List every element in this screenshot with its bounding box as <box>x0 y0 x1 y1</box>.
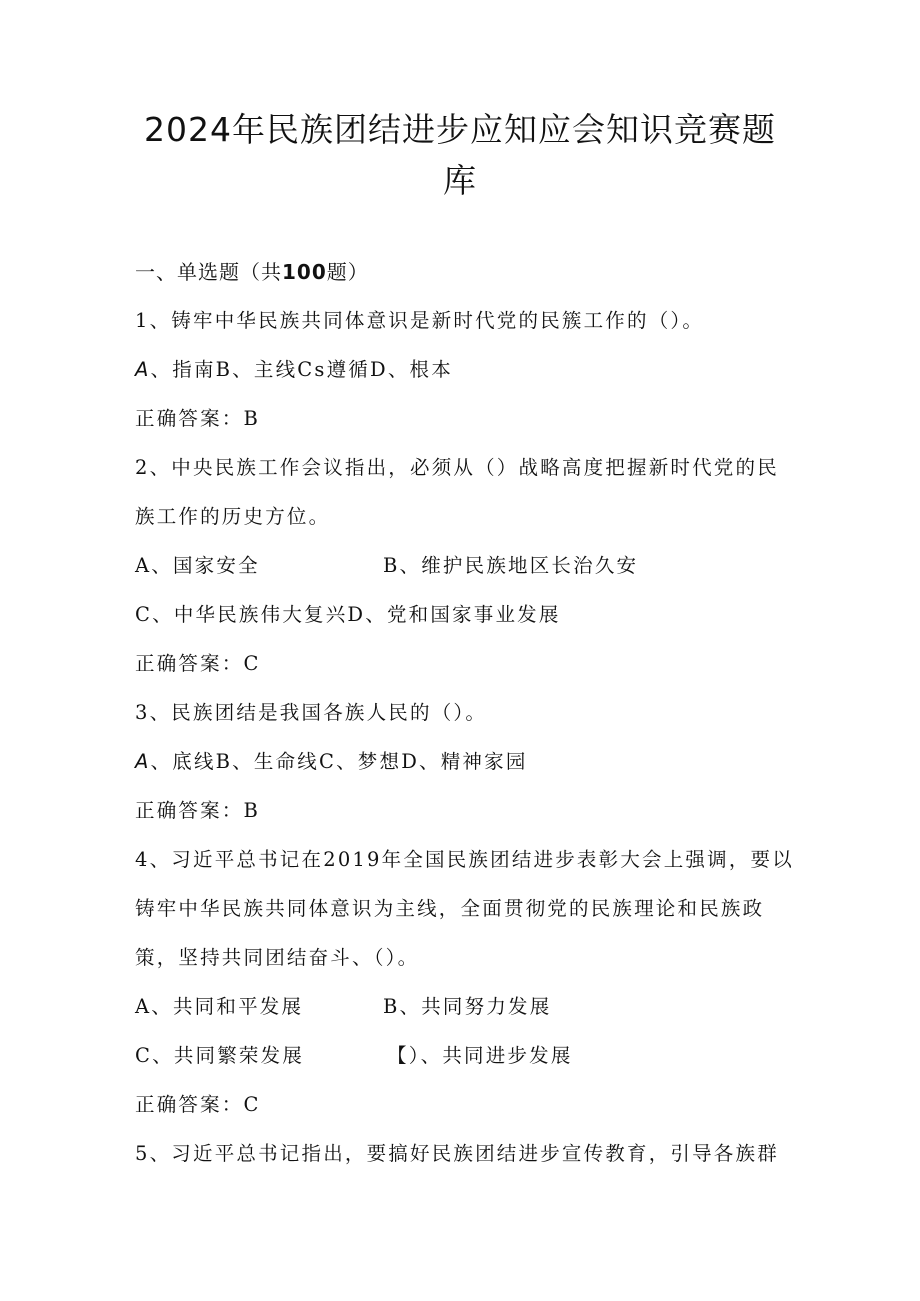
document-title: 2024年民族团结进步应知应会知识竞赛题 <box>144 110 776 149</box>
question-2-options-row2: C、中华民族伟大复兴D、党和国家事业发展 <box>135 603 561 626</box>
question-3-text: 3、民族团结是我国各族人民的（）。 <box>135 701 488 724</box>
question-2-option-a: A、国家安全 <box>135 554 260 577</box>
question-1-text: 1、铸牢中华民族共同体意识是新时代党的民簇工作的（）。 <box>135 309 705 332</box>
question-5-text-line1: 5、习近平总书记指出，要搞好民族团结进步宣传教育，引导各族群 <box>135 1142 779 1165</box>
question-4-option-a: A、共同和平发展 <box>135 995 304 1018</box>
section-heading-suffix: 题） <box>326 260 369 284</box>
question-4-text-line3: 策，坚持共同团结奋斗、（）。 <box>135 946 420 969</box>
question-2-text-line1: 2、中央民族工作会议指出，必须从（）战略高度把握新时代党的民 <box>135 456 779 479</box>
question-4-options-row1 <box>135 997 735 1021</box>
question-2-option-b: B、维护民族地区长治久安 <box>383 554 639 577</box>
question-2-answer: 正确答案：C <box>135 652 261 675</box>
question-1-options <box>135 360 453 380</box>
question-4-options-row2 <box>135 1046 735 1070</box>
question-4-text-line1: 4、习近平总书记在2019年全国民族团结进步表彰大会上强调，要以 <box>135 848 794 871</box>
option-a-letter: A <box>135 750 151 773</box>
question-4-answer: 正确答案：C <box>135 1093 261 1116</box>
question-3-options-text: 、底线B、生命线C、梦想D、精神家园 <box>150 750 528 773</box>
question-1-options-text: 、指南B、主线Cs遵循D、根本 <box>150 358 453 381</box>
question-4-option-c: C、共同繁荣发展 <box>135 1044 305 1067</box>
question-2-options-row1 <box>135 556 735 580</box>
question-3-options <box>135 752 528 772</box>
question-4-option-d: 【）、共同进步发展 <box>387 1044 573 1067</box>
question-2-text-line2: 族工作的历史方位。 <box>135 505 331 528</box>
question-3-answer: 正确答案：B <box>135 799 261 822</box>
document-title-continued: 库 <box>443 161 477 200</box>
section-heading-prefix: 一、单选题（共 <box>135 260 282 284</box>
section-question-count: 100 <box>282 260 327 284</box>
section-heading <box>135 262 369 282</box>
question-4-text-line2: 铸牢中华民族共同体意识为主线，全面贯彻党的民族理论和民族政 <box>135 897 765 920</box>
question-1-answer: 正确答案：B <box>135 407 261 430</box>
option-a-letter: A <box>135 358 151 381</box>
question-4-option-b: B、共同努力发展 <box>383 995 552 1018</box>
